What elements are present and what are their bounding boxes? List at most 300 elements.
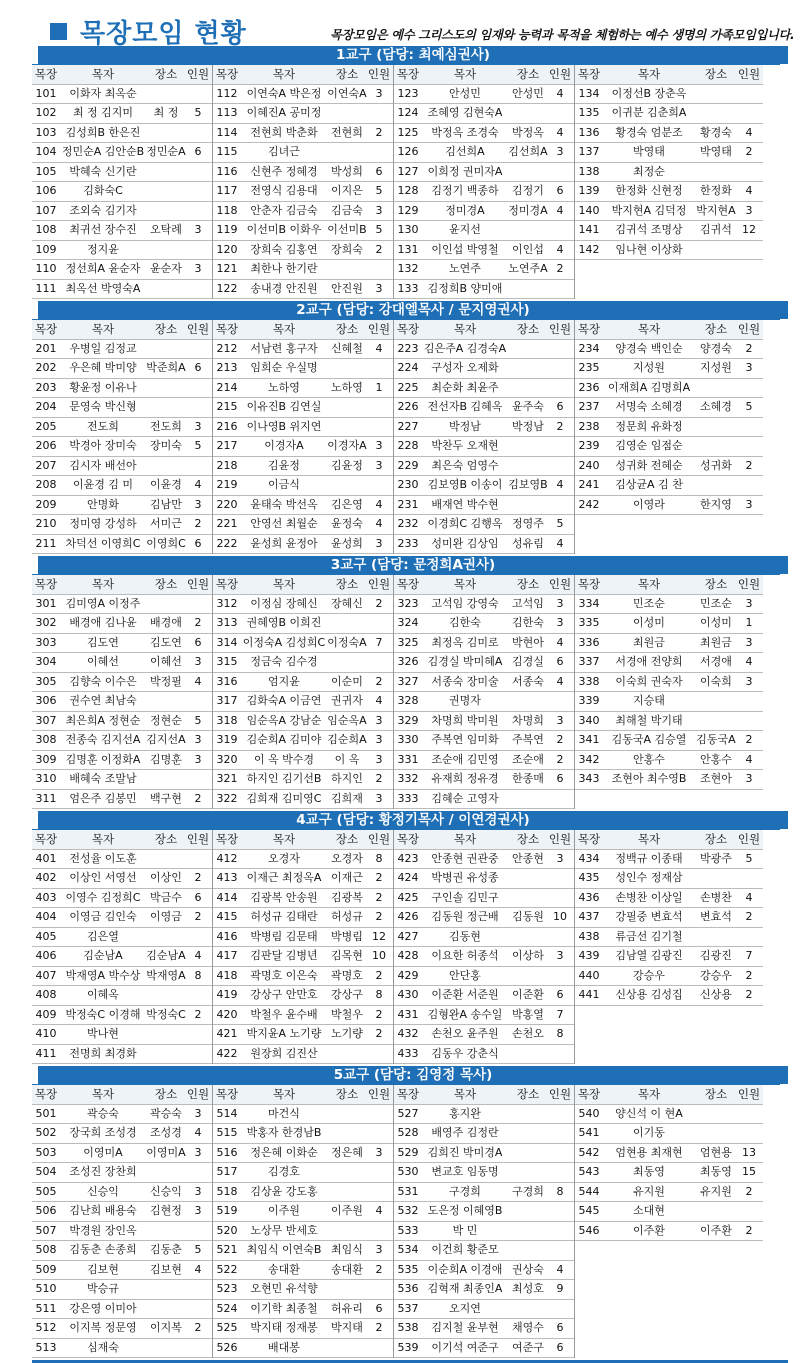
leader-names: 이유진B 김연실 (246, 400, 322, 413)
table-header-row (213, 1085, 393, 1105)
member-count: 3 (194, 752, 202, 766)
member-count (367, 1339, 391, 1358)
leader-names: 신상용 김성집 (615, 988, 683, 1001)
column-header: 목자 (637, 832, 661, 846)
member-count: 3 (556, 616, 564, 629)
member-count: 7 (556, 1007, 564, 1021)
column-header: 목장 (34, 67, 58, 81)
member-count: 3 (745, 596, 753, 610)
leader-names: 박혜숙 신기란 (69, 164, 137, 178)
column-header: 장소 (516, 832, 540, 846)
member-count: 3 (745, 497, 753, 511)
member-count (548, 1144, 572, 1163)
meeting-place (327, 476, 367, 495)
leader-names: 김상윤 강도홍 (250, 1184, 318, 1198)
member-count (548, 790, 572, 809)
table-row (394, 1045, 574, 1065)
leader-names: 양신석 이 현A (615, 1106, 683, 1120)
member-count: 3 (745, 361, 753, 374)
leader-names: 이윤경 김 미 (72, 478, 134, 491)
group-number: 405 (35, 929, 57, 943)
group-number: 339 (578, 694, 600, 707)
group-number: 204 (35, 400, 57, 413)
member-count (367, 476, 391, 495)
column-header: 목장 (34, 832, 58, 846)
leader-names: 김경실 박미혜A (427, 655, 503, 668)
group-number: 327 (397, 674, 419, 688)
table-row (32, 476, 212, 496)
leader-names: 손천오 윤주원 (431, 1027, 499, 1040)
leader-names: 김윤정 (268, 458, 300, 472)
leader-names: 심재숙 (87, 1340, 119, 1354)
member-count: 4 (194, 949, 202, 962)
meeting-place (508, 692, 548, 711)
member-count: 6 (375, 164, 383, 178)
meeting-place: 김명훈 (150, 752, 182, 766)
meeting-place: 박재영A (146, 968, 186, 982)
table-column-group (213, 575, 394, 809)
group-number: 343 (578, 772, 600, 785)
member-count: 5 (194, 713, 202, 727)
meeting-place (508, 1241, 548, 1260)
column-header: 장소 (704, 577, 728, 591)
member-count (548, 928, 572, 947)
table-row (394, 182, 574, 202)
group-number: 302 (35, 616, 57, 629)
table-row (32, 967, 212, 987)
table-row (394, 634, 574, 654)
meeting-place (327, 1339, 367, 1358)
table-row (213, 1261, 393, 1281)
column-header: 인원 (548, 322, 572, 336)
group-number: 509 (35, 1262, 57, 1276)
meeting-place (327, 1222, 367, 1241)
leader-names: 박정숙C 이경해 (65, 1007, 141, 1021)
meeting-place (695, 163, 737, 182)
meeting-place: 윤순자 (150, 262, 182, 275)
meeting-place (508, 1222, 548, 1241)
group-number: 226 (397, 400, 419, 413)
table-row (32, 634, 212, 654)
group-number: 426 (397, 910, 419, 923)
group-number: 402 (35, 871, 57, 884)
leader-names: 이 옥 박수경 (253, 752, 315, 766)
table-row (394, 1105, 574, 1125)
leader-names: 박홍자 한경남B (246, 1126, 322, 1139)
meeting-place: 박철우 (331, 1007, 363, 1021)
meeting-place: 박정남 (512, 419, 544, 433)
member-count (548, 967, 572, 986)
table-row (32, 515, 212, 535)
meeting-place: 허성규 (331, 910, 363, 923)
leader-names: 이혜진A 공미정 (246, 106, 322, 119)
member-count (186, 1222, 210, 1241)
member-count: 3 (375, 439, 383, 452)
leader-names: 이주원 (268, 1204, 300, 1217)
leader-names: 노연주 (449, 262, 481, 275)
group-number: 212 (216, 341, 238, 355)
group-number: 209 (35, 497, 57, 511)
table-row (575, 104, 763, 124)
member-count: 3 (375, 536, 383, 550)
member-count (737, 104, 761, 123)
meeting-place: 이연숙A (327, 86, 367, 100)
leader-names: 안홍수 (633, 752, 665, 766)
table-header-row (32, 575, 212, 595)
meeting-place (327, 398, 367, 417)
group-number: 112 (216, 86, 238, 100)
meeting-place: 곽승숙 (150, 1106, 182, 1120)
group-number: 517 (216, 1165, 238, 1178)
table-row (575, 1222, 763, 1242)
leader-names: 구경희 (449, 1184, 481, 1198)
column-header: 목자 (91, 322, 115, 336)
meeting-place: 조순애 (512, 752, 544, 766)
leader-names: 소대현 (633, 1204, 665, 1217)
table-row (32, 182, 212, 202)
table-row (32, 751, 212, 771)
table-row (32, 1319, 212, 1339)
meeting-place (508, 1144, 548, 1163)
leader-names: 정문희 유화정 (615, 419, 683, 433)
column-header: 목장 (215, 1087, 239, 1101)
member-count (367, 418, 391, 437)
leader-names: 최 정 김지미 (72, 106, 134, 119)
meeting-place: 임순옥A (327, 713, 367, 727)
member-count: 3 (194, 733, 202, 746)
leader-names: 최은희A 정현순 (65, 713, 141, 727)
meeting-place (146, 241, 186, 260)
group-number: 512 (35, 1321, 57, 1334)
group-number: 427 (397, 929, 419, 943)
meeting-place: 윤정숙 (331, 517, 363, 530)
column-header: 인원 (737, 832, 761, 846)
table-row (575, 163, 763, 183)
meeting-place: 박지현A (696, 203, 736, 217)
group-number: 312 (216, 596, 238, 610)
table-row (32, 340, 212, 360)
group-number: 527 (397, 1106, 419, 1120)
group-number: 235 (578, 361, 600, 374)
column-header: 목장 (577, 577, 601, 591)
meeting-place (695, 241, 737, 260)
table-row (32, 1183, 212, 1203)
meeting-place: 성유림 (512, 536, 544, 550)
meeting-place (146, 1339, 186, 1358)
group-number: 208 (35, 478, 57, 491)
column-header: 장소 (335, 67, 359, 81)
meeting-place: 김희재 (331, 791, 363, 805)
meeting-place: 채영수 (512, 1321, 544, 1334)
group-number: 408 (35, 988, 57, 1001)
meeting-place (508, 1300, 548, 1319)
meeting-place (146, 85, 186, 104)
group-number: 239 (578, 439, 600, 452)
meeting-place: 최 정 (153, 106, 179, 119)
member-count: 4 (745, 655, 753, 668)
group-number: 416 (216, 929, 238, 943)
member-count (367, 1280, 391, 1299)
leader-names: 임순옥A 강남순 (246, 713, 322, 727)
leader-names: 이영금 김인숙 (69, 910, 137, 923)
group-number: 133 (397, 281, 419, 295)
column-header: 장소 (154, 832, 178, 846)
group-number: 540 (578, 1106, 600, 1120)
table-row (394, 889, 574, 909)
leader-names: 전현희 박춘화 (250, 125, 318, 139)
table-header-row (575, 1085, 763, 1105)
table-row (32, 379, 212, 399)
meeting-place (146, 124, 186, 143)
meeting-place: 한종매 (512, 772, 544, 785)
group-number: 238 (578, 419, 600, 433)
page (12, 0, 795, 1363)
group-number: 421 (216, 1027, 238, 1040)
member-count (548, 496, 572, 515)
member-count: 4 (556, 674, 564, 688)
leader-names: 정지윤 (87, 242, 119, 256)
table-row (575, 202, 763, 222)
member-count: 3 (556, 145, 564, 158)
group-number: 331 (397, 752, 419, 766)
leader-names: 정미경A (445, 203, 485, 217)
group-number: 506 (35, 1204, 57, 1217)
group-number: 213 (216, 361, 238, 374)
group-number: 310 (35, 772, 57, 785)
group-number: 206 (35, 439, 57, 452)
table-row (32, 1144, 212, 1164)
meeting-place: 전현희 (331, 125, 363, 139)
meeting-place: 조현아 (700, 772, 732, 785)
leader-names: 오경자 (268, 851, 300, 865)
leader-names: 곽승숙 (87, 1106, 119, 1120)
member-count: 2 (745, 341, 753, 355)
leader-names: 성귀화 전혜순 (615, 458, 683, 472)
group-number: 319 (216, 733, 238, 746)
table-row (575, 634, 763, 654)
leader-names: 엄현용 최재현 (615, 1145, 683, 1159)
column-header: 장소 (704, 67, 728, 81)
leader-names: 박경원 장인옥 (69, 1223, 137, 1237)
group-number: 214 (216, 380, 238, 394)
group-number: 127 (397, 164, 419, 178)
meeting-place (508, 359, 548, 378)
table-header-row (32, 830, 212, 850)
table-row (32, 869, 212, 889)
group-number: 103 (35, 125, 57, 139)
leader-names: 전도희 (87, 419, 119, 433)
member-count: 3 (375, 203, 383, 217)
member-count: 4 (375, 517, 383, 530)
leader-names: 이경희C 김행옥 (427, 517, 503, 530)
table-row (32, 418, 212, 438)
column-header: 목장 (34, 1087, 58, 1101)
leader-names: 황윤정 이유나 (69, 380, 137, 394)
leader-names: 권혜영B 이희진 (246, 616, 322, 629)
column-header: 목장 (396, 67, 420, 81)
table-row (394, 770, 574, 790)
table-row (213, 634, 393, 654)
table-row (394, 260, 574, 280)
table-row (575, 221, 763, 241)
group-number: 336 (578, 635, 600, 649)
meeting-place: 정민순A (146, 145, 186, 158)
leader-names: 김순남A (83, 949, 123, 962)
leader-names: 이기동 (633, 1126, 665, 1139)
member-count: 2 (194, 910, 202, 923)
meeting-place (695, 1202, 737, 1221)
meeting-place: 백구현 (150, 791, 182, 805)
table-row (575, 712, 763, 732)
leader-names: 전종숙 김지선A (65, 733, 141, 746)
group-number: 303 (35, 635, 57, 649)
leader-names: 이기석 여준구 (431, 1340, 499, 1354)
member-count (186, 241, 210, 260)
group-number: 522 (216, 1262, 238, 1276)
meeting-place (146, 770, 186, 789)
meeting-place: 지성원 (700, 361, 732, 374)
group-number: 528 (397, 1126, 419, 1139)
member-count: 2 (375, 674, 383, 688)
member-count: 2 (375, 1027, 383, 1040)
table-row (394, 124, 574, 144)
group-number: 311 (35, 791, 57, 805)
group-number: 525 (216, 1321, 238, 1334)
group-number: 521 (216, 1243, 238, 1256)
leader-names: 박 민 (452, 1223, 478, 1237)
leader-names: 안성민 (449, 86, 481, 100)
meeting-place (146, 379, 186, 398)
column-header: 장소 (335, 577, 359, 591)
table-row (575, 359, 763, 379)
column-header: 목자 (637, 577, 661, 591)
meeting-place: 하지인 (331, 772, 363, 785)
meeting-place: 김현정 (150, 1204, 182, 1217)
member-count: 6 (556, 1321, 564, 1334)
member-count: 2 (375, 596, 383, 610)
meeting-place: 강승우 (700, 968, 732, 982)
leader-names: 최동영 (633, 1165, 665, 1178)
member-count: 6 (556, 400, 564, 413)
member-count: 3 (375, 1145, 383, 1159)
table-row (213, 280, 393, 300)
table-row (394, 1261, 574, 1281)
group-number: 437 (578, 910, 600, 923)
column-header: 목자 (272, 1087, 296, 1101)
leader-names: 윤성희 윤정아 (250, 536, 318, 550)
table-row (32, 1124, 212, 1144)
leader-names: 김한숙 (449, 616, 481, 629)
table-row (575, 869, 763, 889)
table-row (394, 163, 574, 183)
table-row (213, 1163, 393, 1183)
member-count (548, 1045, 572, 1064)
column-header: 장소 (335, 322, 359, 336)
leader-names: 한정화 신현정 (615, 184, 683, 197)
group-number: 502 (35, 1126, 57, 1139)
leader-names: 배혜숙 조말남 (69, 772, 137, 785)
table-row (394, 1280, 574, 1300)
member-count: 7 (375, 635, 383, 649)
member-count: 6 (556, 1340, 564, 1354)
member-count (548, 869, 572, 888)
meeting-place: 노기량 (331, 1027, 363, 1040)
table-row (32, 673, 212, 693)
member-count: 3 (194, 655, 202, 668)
member-count (737, 163, 761, 182)
group-number: 215 (216, 400, 238, 413)
leader-names: 김판달 김병년 (250, 949, 318, 962)
member-count (548, 340, 572, 359)
member-count (186, 340, 210, 359)
member-count: 5 (745, 851, 753, 865)
group-number: 401 (35, 851, 57, 865)
meeting-place (508, 1045, 548, 1064)
group-number: 434 (578, 851, 600, 865)
group-number: 538 (397, 1321, 419, 1334)
leader-names: 전명희 최경화 (69, 1046, 137, 1060)
table-header-row (32, 320, 212, 340)
table-row (394, 280, 574, 300)
meeting-place: 한정화 (700, 184, 732, 197)
table-header-row (575, 320, 763, 340)
group-number: 102 (35, 106, 57, 119)
member-count (548, 457, 572, 476)
meeting-place: 박금수 (150, 890, 182, 904)
table-row (575, 124, 763, 144)
table-row (213, 1183, 393, 1203)
meeting-place: 장희숙 (331, 242, 363, 256)
leader-names: 김귀석 조명상 (615, 223, 683, 236)
meeting-place: 조성경 (150, 1126, 182, 1139)
meeting-place: 이순미 (331, 674, 363, 688)
table-row (575, 1183, 763, 1203)
group-number: 520 (216, 1223, 238, 1237)
leader-names: 송내경 안진원 (250, 281, 318, 295)
member-count: 2 (375, 242, 383, 256)
table-row (213, 143, 393, 163)
meeting-place: 양경숙 (700, 341, 732, 355)
table-row (394, 1144, 574, 1164)
group-number: 519 (216, 1204, 238, 1217)
meeting-place: 이주환 (700, 1223, 732, 1237)
table-row (575, 1163, 763, 1183)
table-row (394, 221, 574, 241)
member-count: 5 (194, 439, 202, 452)
table-row (32, 947, 212, 967)
member-count (367, 1163, 391, 1182)
group-number: 329 (397, 713, 419, 727)
table-header-row (32, 65, 212, 85)
leader-names: 구인솔 김민구 (431, 890, 499, 904)
meeting-place: 이성미 (700, 616, 732, 629)
table-row (32, 889, 212, 909)
table-column-group (394, 320, 575, 554)
table-row (213, 535, 393, 555)
member-count: 10 (372, 949, 386, 962)
table-column-group (394, 830, 575, 1064)
member-count (737, 928, 761, 947)
table-row (394, 692, 574, 712)
leader-names: 이준환 서준원 (431, 988, 499, 1001)
table-row (575, 908, 763, 928)
table-row (213, 653, 393, 673)
group-number: 433 (397, 1046, 419, 1060)
column-header: 목장 (34, 322, 58, 336)
group-number: 532 (397, 1204, 419, 1217)
table-row (213, 947, 393, 967)
member-count: 4 (194, 674, 202, 688)
